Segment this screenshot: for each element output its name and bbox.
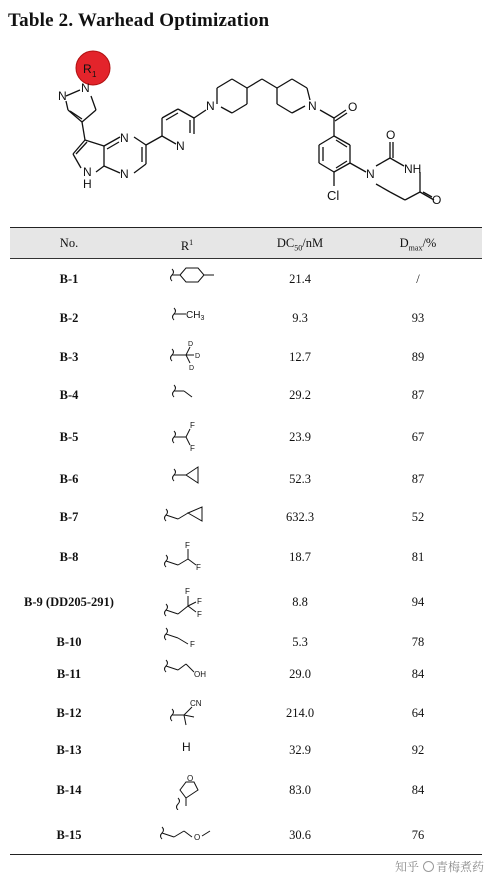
core-structure-diagram [0, 38, 494, 223]
difluoroethyl-structure [156, 537, 218, 577]
compound-id: B-12 [56, 705, 82, 720]
svg-text:D: D [189, 365, 195, 372]
r1-group [128, 299, 246, 337]
header-dmax: $D_{max}/\%$ [399, 236, 437, 253]
r1-group [128, 577, 246, 627]
r1-group [128, 497, 246, 537]
compound-id: B-4 [59, 387, 79, 402]
dmax-value: 87 [411, 471, 425, 486]
dc50-value: 9.3 [292, 310, 308, 325]
methylpiperidinyl-structure [156, 259, 218, 299]
cyanoisopropyl-structure [156, 693, 218, 733]
compound-id: B-6 [59, 471, 79, 486]
r1-group [128, 691, 246, 735]
compound-id: B-15 [56, 827, 82, 842]
header-r1: $R^1$ [180, 238, 194, 254]
svg-text:H: H [83, 177, 92, 191]
svg-text:N: N [58, 89, 67, 103]
svg-text:D: D [195, 353, 201, 360]
svg-text:CN: CN [190, 699, 202, 708]
table-row [10, 577, 482, 627]
dmax-value: 92 [411, 742, 425, 757]
compound-id: B-2 [59, 310, 79, 325]
compound-id: B-14 [56, 782, 82, 797]
svg-text:F: F [196, 563, 201, 572]
svg-text:NH: NH [404, 162, 422, 176]
dc50-value: 12.7 [289, 349, 311, 364]
svg-text:N: N [206, 99, 215, 113]
compound-id: B-8 [59, 549, 79, 564]
svg-text:N: N [308, 99, 317, 113]
svg-text:N: N [83, 165, 92, 179]
at-icon [423, 861, 434, 872]
cyclopropyl-structure [156, 459, 218, 499]
table-title: Table 2. Warhead Optimization [8, 10, 270, 31]
hydroxyethyl-structure [156, 654, 218, 694]
dmax-value: 84 [411, 782, 425, 797]
table-row [10, 461, 482, 497]
r1-group [128, 735, 246, 765]
svg-text:N: N [366, 167, 375, 181]
dmax-value: 76 [411, 827, 425, 842]
cyclopropylmethyl-structure [156, 497, 218, 537]
dc50-value: 632.3 [285, 509, 315, 524]
svg-text:F: F [185, 587, 190, 596]
dmax-value: 67 [411, 429, 425, 444]
table-row [10, 337, 482, 377]
svg-text:N: N [176, 139, 185, 153]
trideuteromethyl-structure [156, 337, 218, 377]
r1-group [128, 627, 246, 657]
dmax-value: 52 [411, 509, 425, 524]
table-row [10, 691, 482, 735]
r1-group [128, 765, 246, 815]
svg-text:F: F [197, 597, 202, 606]
table-row [10, 497, 482, 537]
table-row [10, 735, 482, 765]
r1-group [128, 815, 246, 855]
dmax-value: 84 [411, 666, 425, 681]
svg-text:N: N [120, 131, 129, 145]
svg-text:1: 1 [92, 70, 97, 79]
header-no: No. [59, 236, 79, 250]
dmax-value: 94 [411, 594, 425, 609]
compound-id: B-1 [59, 271, 79, 286]
dc50-value: 8.8 [292, 594, 308, 609]
dmax-value: / [416, 271, 420, 286]
compound-id: B-7 [59, 509, 79, 524]
table-header-row [10, 227, 482, 259]
r1-group [128, 259, 246, 299]
table-row [10, 299, 482, 337]
tetrahydrofuranyl-structure [156, 770, 218, 810]
compound-id: B-5 [59, 429, 79, 444]
hydrogen-text [156, 730, 218, 770]
svg-text:N: N [81, 81, 90, 95]
compound-id: B-9 (DD205-291) [24, 594, 114, 609]
table-row [10, 627, 482, 657]
r1-group [128, 377, 246, 413]
table-row [10, 765, 482, 815]
dc50-value: 23.9 [289, 429, 311, 444]
svg-text:O: O [187, 774, 194, 783]
dc50-value: 83.0 [289, 782, 311, 797]
difluoromethyl-structure [156, 417, 218, 457]
svg-text:H: H [182, 740, 191, 754]
dmax-value: 93 [411, 310, 425, 325]
table-row [10, 259, 482, 299]
watermark: 知乎 青梅煮药 [394, 860, 484, 874]
svg-text:O: O [348, 100, 358, 114]
svg-text:D: D [188, 341, 194, 348]
table-row [10, 537, 482, 577]
r1-group [128, 537, 246, 577]
compound-id: B-13 [56, 742, 82, 757]
svg-text:F: F [197, 610, 202, 619]
dc50-value: 30.6 [289, 827, 311, 842]
svg-text:N: N [120, 167, 129, 181]
dc50-value: 18.7 [289, 549, 311, 564]
dmax-value: 89 [411, 349, 425, 364]
table-row [10, 815, 482, 855]
compound-id: B-3 [59, 349, 79, 364]
svg-text:O: O [386, 128, 396, 142]
svg-text:F: F [185, 541, 190, 550]
methyl-structure [156, 298, 218, 338]
r1-group [128, 461, 246, 497]
dc50-value: 52.3 [289, 471, 311, 486]
svg-text:O: O [194, 833, 201, 842]
r1-group [128, 337, 246, 377]
dc50-value: 5.3 [292, 634, 308, 649]
header-dc50: $DC_{50}/nM$ [276, 236, 324, 253]
dc50-value: 29.0 [289, 666, 311, 681]
dc50-value: 32.9 [289, 742, 311, 757]
table-bottom-rule [10, 854, 482, 855]
table-row [10, 377, 482, 413]
r1-group [128, 657, 246, 691]
svg-text:OH: OH [194, 670, 206, 679]
svg-text:F: F [190, 640, 195, 649]
table-row [10, 413, 482, 461]
dmax-value: 81 [411, 549, 425, 564]
results-table [10, 227, 482, 842]
dc50-value: 29.2 [289, 387, 311, 402]
svg-text:F: F [190, 444, 195, 453]
dc50-value: 214.0 [285, 705, 315, 720]
compound-id: B-11 [56, 666, 82, 681]
ethyl-structure [156, 375, 218, 415]
dc50-value: 21.4 [289, 271, 311, 286]
svg-text:R: R [83, 62, 92, 76]
svg-text:F: F [190, 421, 195, 430]
svg-text:CH3: $CH_3$ [186, 310, 205, 322]
dmax-value: 87 [411, 387, 425, 402]
trifluoroethyl-structure [156, 582, 218, 622]
r1-group [128, 413, 246, 461]
svg-text:Cl: Cl [327, 188, 340, 203]
methoxyethyl-structure [156, 815, 218, 855]
dmax-value: 64 [411, 705, 425, 720]
table-row [10, 657, 482, 691]
svg-text:O: O [432, 193, 442, 207]
compound-id: B-10 [56, 634, 82, 649]
dmax-value: 78 [411, 634, 425, 649]
